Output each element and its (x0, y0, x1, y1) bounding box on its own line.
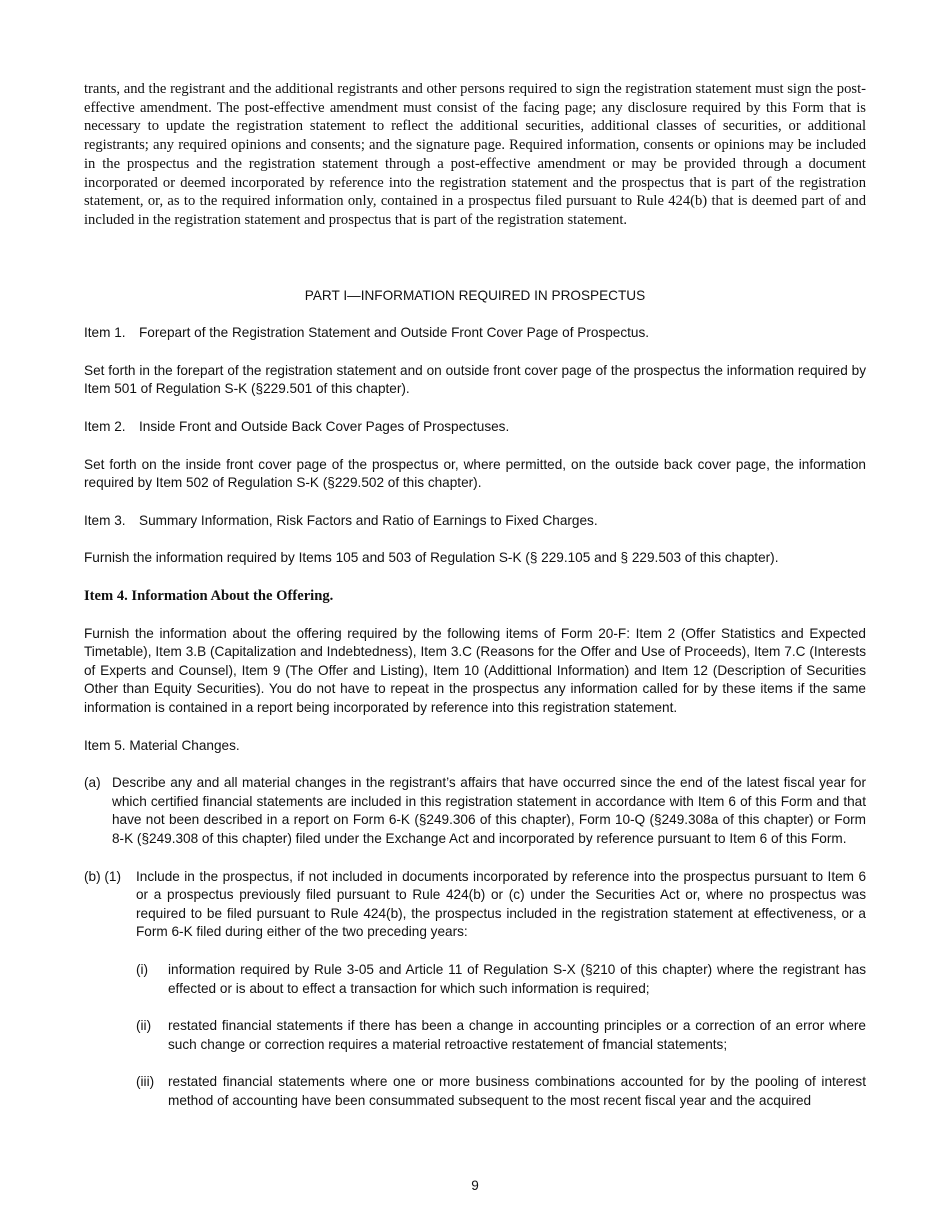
item5-sub-iii (136, 1073, 866, 1110)
item2-body: Set forth on the inside front cover page of the prospectus or, where permitted, on the outside back cover page, the information required by Item 502 of Regulation S-K (§229.502 of this chapter). (84, 456, 866, 491)
item5-a-label: (a) (84, 775, 101, 791)
item5-b1-label: (b) (1) (84, 868, 122, 884)
document-page (84, 80, 866, 1130)
intro-paragraph: trants, and the registrant and the additional registrants and other persons required to sign the registration statement must sign the post-effective amendment. The post-effective amendment must consist of the facing page; any disclosure required by this Form that is necessary to update the registration statement to reflect the additional securities, additional classes of securities, or additional registrants; any required opinions and consents; and the signature page. Required information, consents or opinions may be included in the prospectus and the registration statement through a post-effective amendment or may be provided through a document incorporated or deemed incorporated by reference into the registration statement and the prospectus that is part of the registration statement, or, as to the required information only, contained in a prospectus filed pursuant to Rule 424(b) that is deemed part of and included in the registration statement and prospectus that is part of the registration statement. (84, 81, 866, 228)
item3-heading (84, 512, 866, 531)
item1-title: Forepart of the Registration Statement and Outside Front Cover Page of Prospectus. (139, 325, 650, 341)
item1-heading (84, 324, 866, 343)
item1-body: Set forth in the forepart of the registration statement and on outside front cover page of the prospectus the information required by Item 501 of Regulation S-K (§229.501 of this chapter). (84, 362, 866, 397)
part-title: PART I—INFORMATION REQUIRED IN PROSPECTUS (304, 287, 646, 303)
item5-a-text: Describe any and all material changes in the registrant’s affairs that have occurred since the end of the latest fiscal year for which certified financial statements are included in this registration statement in accordance with Item 6 of this Form and that have not been described in a report on Form 6-K (§249.306 of this chapter), Form 10-Q (§249.308a of this chapter) or Form 8-K (§249.308 of this chapter) filed under the Exchange Act and incorporated by reference pursuant to Item 6 of this Form. (112, 775, 866, 847)
item5-b1 (84, 868, 866, 942)
item5-sub-i-text: information required by Rule 3-05 and Article 11 of Regulation S-X (§210 of this chapter) where the registrant has effected or is about to effect a transaction for which such information is required; (168, 961, 866, 996)
item3-body: Furnish the information required by Items 105 and 503 of Regulation S-K (§ 229.105 and § 229.503 of this chapter). (84, 550, 779, 566)
item3-title: Summary Information, Risk Factors and Ratio of Earnings to Fixed Charges. (139, 512, 598, 528)
item5-sub-ii-text: restated financial statements if there has been a change in accounting principles or a correction of an error where such change or correction requires a material retroactive restatement of fmancial statements; (168, 1018, 866, 1052)
item5-heading: Item 5. Material Changes. (84, 737, 240, 753)
page-number: 9 (471, 1178, 479, 1193)
item2-heading (84, 418, 866, 437)
item5-sub-i (136, 961, 866, 998)
item5-sub-i-label: (i) (136, 961, 149, 977)
item1-number: Item 1. (84, 325, 126, 341)
item2-number: Item 2. (84, 419, 126, 434)
item5-sub-ii (136, 1017, 866, 1054)
item5-b1-text: Include in the prospectus, if not included in documents incorporated by reference into the prospectus pursuant to Item 6 or a prospectus previously filed pursuant to Rule 424(b) or (c) under the Securities Act or, where no prospectus was required to be filed pursuant to Rule 424(b), the prospectus included in the registration statement at effectiveness, or a Form 6-K filed during either of the two preceding years: (136, 868, 866, 940)
item4-heading: Item 4. Information About the Offering. (84, 587, 334, 604)
item3-number: Item 3. (84, 512, 126, 528)
item5-sub-iii-label: (iii) (136, 1074, 155, 1090)
item2-title: Inside Front and Outside Back Cover Pages of Prospectuses. (139, 419, 510, 434)
item5-sub-ii-label: (ii) (136, 1018, 152, 1034)
item4-body: Furnish the information about the offering required by the following items of Form 20-F: Item 2 (Offer Statistics and Expected Timetable), Item 3.B (Capitalization and Indebtedness), Item 3.C (Reasons for the Offer and Use of Proceeds), Item 7.C (Interests of Experts and Counsel), Item 9 (The Offer and Listing), Item 10 (Addittional Information) and Item 12 (Description of Securities Other than Equity Securities). You do not have to repeat in the prospectus any information called for by these items if the same information is contained in a report being incorporated by reference into this registration statement. (84, 625, 866, 716)
item5-a (84, 774, 866, 848)
item5-sub-iii-text: restated financial statements where one or more business combinations accounted for by the pooling of interest method of accounting have been consummated subsequent to the most recent fiscal year and the acquired (168, 1074, 866, 1108)
